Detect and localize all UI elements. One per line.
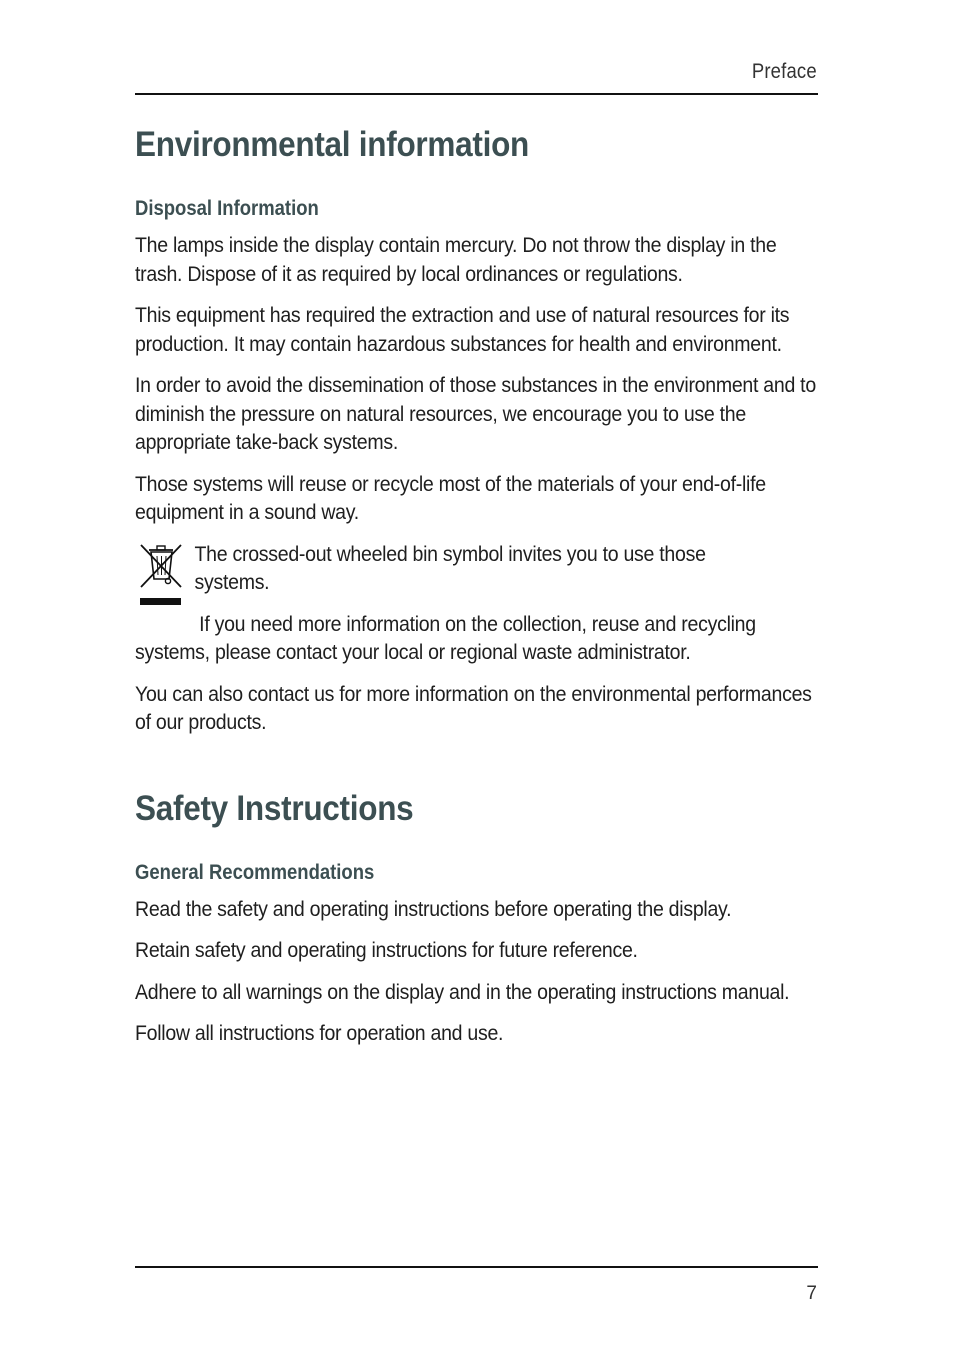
running-header: Preface [752,60,817,83]
paragraph: Adhere to all warnings on the display and in the operating instructions manual. [135,980,790,1004]
section-title-safety: Safety Instructions [135,788,414,828]
paragraph-bin-symbol: The crossed-out wheeled bin symbol invites you to use those systems. [194,542,706,594]
paragraph: If you need more information on the collection, reuse and recycling systems, please contact your local or regional waste administrator. [135,612,756,664]
paragraph: The lamps inside the display contain mercury. Do not throw the display in the trash. Dispose of it as required by local ordinances or regulations. [135,234,777,286]
section-title-environmental: Environmental information [135,125,530,164]
paragraph: This equipment has required the extraction and use of natural resources for its production. It may contain hazardous substances for health and environment. [135,304,790,356]
paragraph: Those systems will reuse or recycle most of the materials of your end-of-life equipment in a sound way. [135,472,766,524]
footer-rule [135,1266,818,1268]
paragraph: You can also contact us for more information on the environmental performances of our products. [135,682,812,734]
paragraph: Follow all instructions for operation and use. [135,1022,504,1045]
paragraph: Read the safety and operating instructions before operating the display. [135,897,732,921]
header-rule [135,93,818,95]
bin-symbol-block [135,541,825,668]
subsection-heading-disposal: Disposal Information [135,197,319,220]
paragraph: In order to avoid the dissemination of those substances in the environment and to diminish the pressure on natural resources, we encourage you to use the appropriate take-back systems. [135,374,816,454]
page-content [135,118,825,1049]
paragraph: Retain safety and operating instructions for future reference. [135,939,638,962]
subsection-heading-general: General Recommendations [135,860,375,884]
page-number: 7 [806,1283,817,1304]
